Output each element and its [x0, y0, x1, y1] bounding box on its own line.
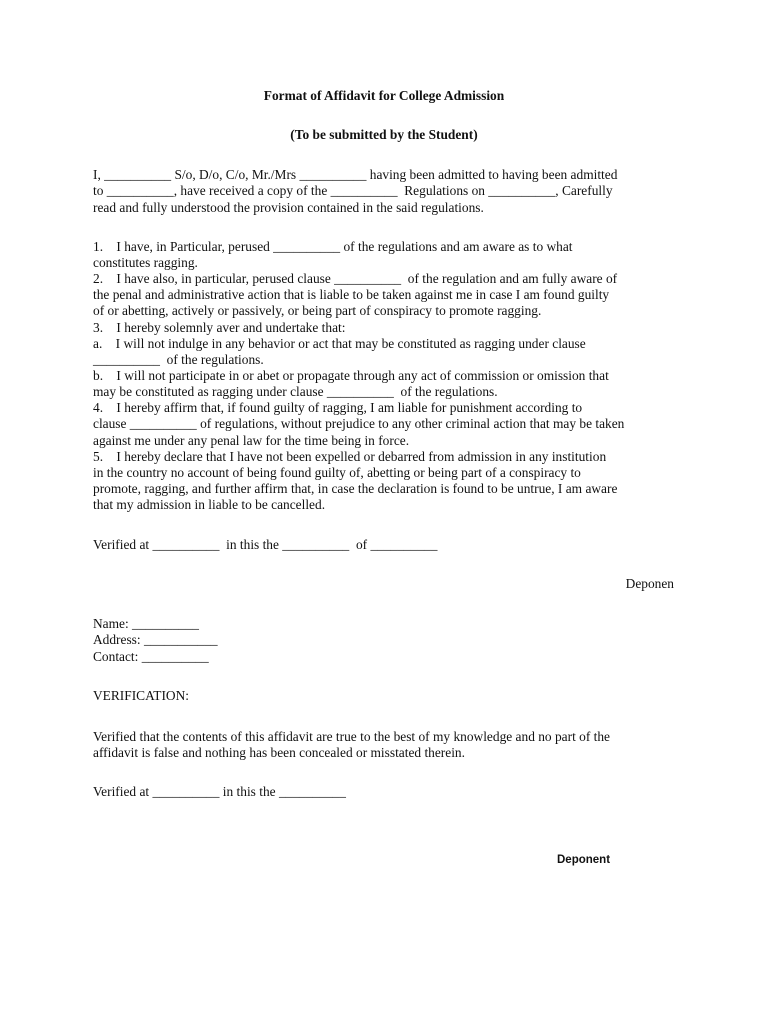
verification-heading: VERIFICATION:	[93, 688, 189, 703]
clause-line: the penal and administrative action that is liable to be taken against me in case I am found guilty	[93, 287, 610, 302]
clause-line: b. I will not participate in or abet or propagate through any act of commission or omission that	[93, 368, 609, 383]
deponent-final-label: Deponent	[557, 854, 611, 866]
intro-line: I, __________ S/o, D/o, C/o, Mr./Mrs __________ having been admitted to having been admitted	[93, 167, 618, 182]
name-field-line: Name: __________	[93, 616, 199, 631]
clause-line: that my admission in liable to be cancelled.	[93, 497, 326, 512]
address-field-line: Address: ___________	[93, 632, 218, 647]
intro-line: read and fully understood the provision contained in the said regulations.	[93, 200, 484, 215]
clause-line: 1. I have, in Particular, perused __________ of the regulations and am aware as to what	[93, 239, 573, 254]
intro-line: to __________, have received a copy of the __________ Regulations on __________, Carefully	[93, 183, 613, 198]
clause-line: a. I will not indulge in any behavior or act that may be constituted as ragging under clause	[93, 336, 586, 351]
verified-at-line-2: Verified at __________ in this the __________	[93, 784, 346, 799]
clause-line: clause __________ of regulations, without prejudice to any other criminal action that may be taken	[93, 416, 625, 431]
clause-line: constitutes ragging.	[93, 255, 198, 270]
clause-line: __________ of the regulations.	[93, 352, 264, 367]
verified-at-line: Verified at __________ in this the __________ of __________	[93, 537, 438, 552]
verification-line: Verified that the contents of this affidavit are true to the best of my knowledge and no part of the	[93, 729, 610, 744]
deponent-signature-label: Deponen	[625, 576, 674, 591]
clause-line: against me under any penal law for the time being in force.	[93, 433, 410, 448]
document-subtitle: (To be submitted by the Student)	[290, 127, 478, 142]
clause-line: promote, ragging, and further affirm that, in case the declaration is found to be untrue, I am aware	[93, 481, 618, 496]
clause-line: 4. I hereby affirm that, if found guilty of ragging, I am liable for punishment according to	[93, 400, 583, 415]
verification-line: affidavit is false and nothing has been concealed or misstated therein.	[93, 745, 465, 760]
clause-line: of or abetting, actively or passively, or being part of conspiracy to promote ragging.	[93, 303, 542, 318]
clause-line: 5. I hereby declare that I have not been expelled or debarred from admission in any institution	[93, 449, 607, 464]
document-title: Format of Affidavit for College Admission	[263, 88, 505, 103]
clause-line: may be constituted as ragging under clause __________ of the regulations.	[93, 384, 498, 399]
clause-line: 3. I hereby solemnly aver and undertake that:	[93, 320, 346, 335]
clause-line: 2. I have also, in particular, perused clause __________ of the regulation and am fully aware of	[93, 271, 618, 286]
contact-field-line: Contact: __________	[93, 649, 209, 664]
clause-line: in the country no account of being found guilty of, abetting or being part of a conspiracy to	[93, 465, 581, 480]
